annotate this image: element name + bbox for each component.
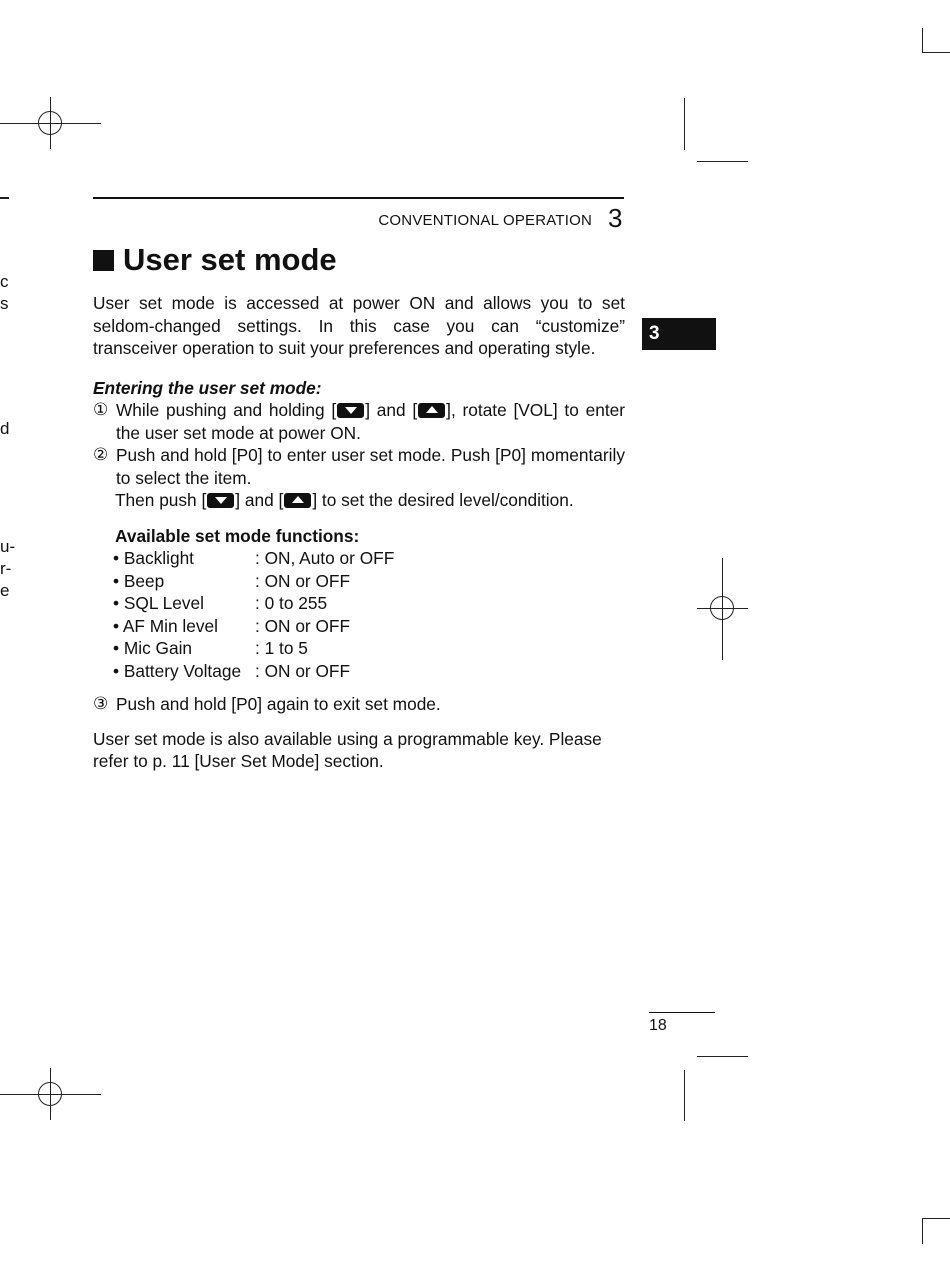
section-tab: 3 [642,318,716,350]
function-value: : 0 to 255 [255,593,328,613]
crop-mark [922,1218,950,1219]
list-item [113,637,625,660]
function-value: : ON, Auto or OFF [255,548,395,568]
subheading: Entering the user set mode: [93,377,322,398]
crop-mark [697,1056,748,1057]
facing-page-fragment: u- [0,537,16,556]
registration-mark [38,111,62,135]
crop-mark [697,161,748,162]
facing-page-fragment: d [0,419,10,438]
step-number: ③ [93,694,109,713]
registration-mark [710,596,734,620]
body-content [93,292,625,773]
step-text: Push and hold [P0] to enter user set mode. Push [P0] momentarily to select the item. [116,445,625,488]
step-text: Push and hold [P0] again to exit set mode. [116,694,441,714]
page-title [93,240,337,280]
up-key-icon [418,403,445,418]
page-number: 18 [649,1017,667,1034]
function-name: • Beep [113,570,255,593]
down-key-icon [207,493,234,508]
step-3 [93,693,625,716]
functions-list [93,547,625,682]
function-value: : 1 to 5 [255,638,308,658]
step-number: ① [93,400,109,419]
facing-page-fragment: r- [0,559,12,578]
list-item [113,592,625,615]
list-item [113,615,625,638]
function-value: : ON or OFF [255,660,351,681]
title-bullet-icon [93,250,114,271]
closing-paragraph: User set mode is also available using a programmable key. Please refer to p. 11 [User Set Mode] section. [93,728,602,771]
function-name: • Backlight [113,547,255,570]
up-key-icon [284,493,311,508]
step-2 [93,444,625,489]
list-item [113,660,625,683]
facing-page-rule [0,197,9,199]
crop-mark [684,1070,685,1121]
registration-mark [38,1082,62,1106]
crop-mark [922,52,950,53]
function-name: • Battery Voltage [113,660,255,683]
intro-paragraph: User set mode is accessed at power ON and allows you to set seldom-changed settings. In this case you can “customize” transceiver operation to suit your preferences and operating style. [93,293,625,358]
page-title-text: User set mode [123,242,337,277]
crop-mark [922,28,923,52]
step-2-continued: Then push [ ] and [ ] to set the desired level/condition. [115,490,574,510]
list-item [113,547,625,570]
facing-page-fragment: e [0,581,10,600]
header-rule [93,197,624,199]
function-value: : ON or OFF [255,615,351,636]
function-name: • Mic Gain [113,637,255,660]
function-value: : ON or OFF [255,570,351,591]
functions-heading: Available set mode functions: [115,525,360,546]
crop-mark [684,98,685,150]
function-name: • AF Min level [113,615,255,638]
step-number: ② [93,445,109,464]
function-name: • SQL Level [113,592,255,615]
step-1 [93,399,625,444]
facing-page-fragment: c [0,272,9,291]
section-number: 3 [608,203,623,233]
page-number-rule [649,1012,715,1013]
running-header: CONVENTIONAL OPERATION [378,212,592,229]
facing-page-fragment: s [0,294,9,313]
crop-mark [922,1218,923,1244]
down-key-icon [337,403,364,418]
list-item [113,570,625,593]
step-text: While pushing and holding [ ] and [ ], rotate [VOL] to enter the user set mode at power ON. [116,400,625,443]
